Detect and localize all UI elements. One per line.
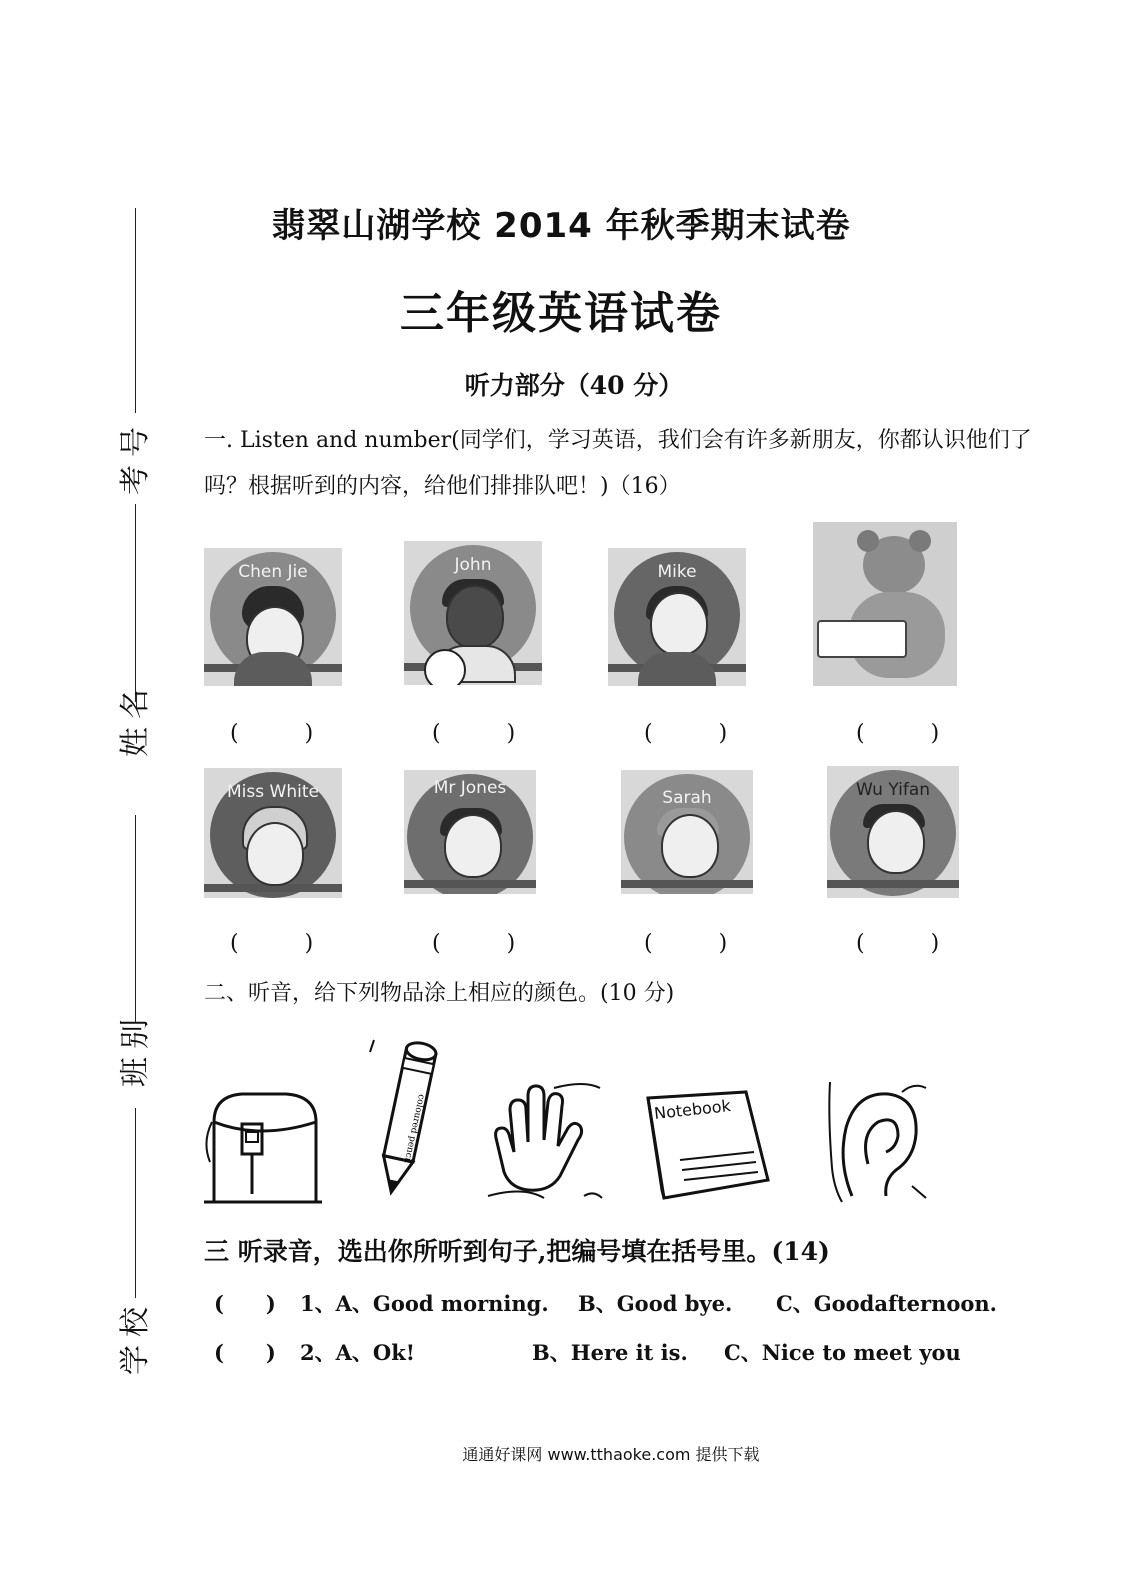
margin-label-exam-no: 考号 bbox=[118, 419, 153, 495]
q3-item-2-option-a: 2、A、Ok! bbox=[300, 1340, 415, 1365]
answer-paren-5[interactable]: ( ) bbox=[230, 931, 336, 956]
margin-label-school: 学校 bbox=[118, 1299, 153, 1375]
pencil-label: coloured pencil bbox=[401, 1093, 427, 1165]
portrait-wu-yifan bbox=[827, 766, 959, 898]
portrait-name-label: Miss White bbox=[227, 782, 319, 802]
q3-item-2-option-c: C、Nice to meet you bbox=[724, 1340, 961, 1365]
portrait-name-label: Sarah bbox=[662, 788, 712, 808]
portrait-chen-jie bbox=[204, 548, 342, 686]
ear-icon bbox=[822, 1078, 930, 1206]
q3-item-1-option-a: 1、A、Good morning. bbox=[300, 1291, 549, 1316]
q3-item-1-paren[interactable]: ( ) bbox=[214, 1291, 276, 1316]
soccer-ball-icon bbox=[424, 649, 466, 685]
margin-line-3 bbox=[135, 815, 136, 1023]
portrait-name-label: Wu Yifan bbox=[855, 780, 931, 800]
margin-line-2 bbox=[135, 504, 136, 702]
answer-paren-2[interactable]: ( ) bbox=[432, 721, 538, 746]
q2-instruction: 二、听音，给下列物品涂上相应的颜色。(10 分) bbox=[204, 981, 675, 1006]
q3-item-1-option-b: B、Good bye. bbox=[578, 1291, 733, 1316]
portrait-mike bbox=[608, 548, 746, 686]
portrait-name-label: Chen Jie bbox=[238, 562, 308, 582]
portrait-miss-white bbox=[204, 768, 342, 898]
bag-icon bbox=[200, 1082, 326, 1206]
answer-paren-1[interactable]: ( ) bbox=[230, 721, 336, 746]
portrait-mr-jones bbox=[404, 770, 536, 894]
q3-item-2-paren[interactable]: ( ) bbox=[214, 1340, 276, 1365]
hand-icon bbox=[484, 1080, 604, 1204]
portrait-john bbox=[404, 541, 542, 685]
listening-section-title: 听力部分（40 分） bbox=[464, 371, 684, 400]
school-title: 翡翠山湖学校 2014 年秋季期末试卷 bbox=[271, 206, 851, 246]
q3-instruction: 三 听录音，选出你所听到句子,把编号填在括号里。(14) bbox=[204, 1237, 830, 1266]
pencil-icon bbox=[368, 1036, 448, 1200]
answer-paren-3[interactable]: ( ) bbox=[644, 721, 750, 746]
margin-label-class: 班别 bbox=[118, 1011, 153, 1087]
answer-paren-8[interactable]: ( ) bbox=[856, 931, 962, 956]
footer-source: 通通好课网 www.tthaoke.com 提供下载 bbox=[462, 1445, 760, 1464]
portrait-name-label: John bbox=[454, 555, 492, 575]
q1-instruction: 一. Listen and number(同学们，学习英语，我们会有许多新朋友，你都认识他们了吗？根据听到的内容，给他们排排队吧！)（16） bbox=[204, 428, 1032, 499]
teddy-bear-picture bbox=[813, 522, 957, 686]
q3-item-2-option-b: B、Here it is. bbox=[532, 1340, 688, 1365]
speech-sign-icon bbox=[817, 620, 907, 658]
margin-line-4 bbox=[135, 1108, 136, 1298]
q3-item-1-option-c: C、Goodafternoon. bbox=[776, 1291, 997, 1316]
notebook-label: Notebook bbox=[653, 1096, 732, 1123]
answer-paren-4[interactable]: ( ) bbox=[856, 721, 962, 746]
answer-paren-6[interactable]: ( ) bbox=[432, 931, 538, 956]
exam-title: 三年级英语试卷 bbox=[400, 288, 722, 339]
portrait-name-label: Mike bbox=[657, 562, 697, 582]
notebook-icon bbox=[642, 1090, 770, 1202]
portrait-sarah bbox=[621, 770, 753, 894]
portrait-name-label: Mr Jones bbox=[433, 778, 507, 798]
margin-label-name: 姓名 bbox=[118, 681, 153, 757]
answer-paren-7[interactable]: ( ) bbox=[644, 931, 750, 956]
